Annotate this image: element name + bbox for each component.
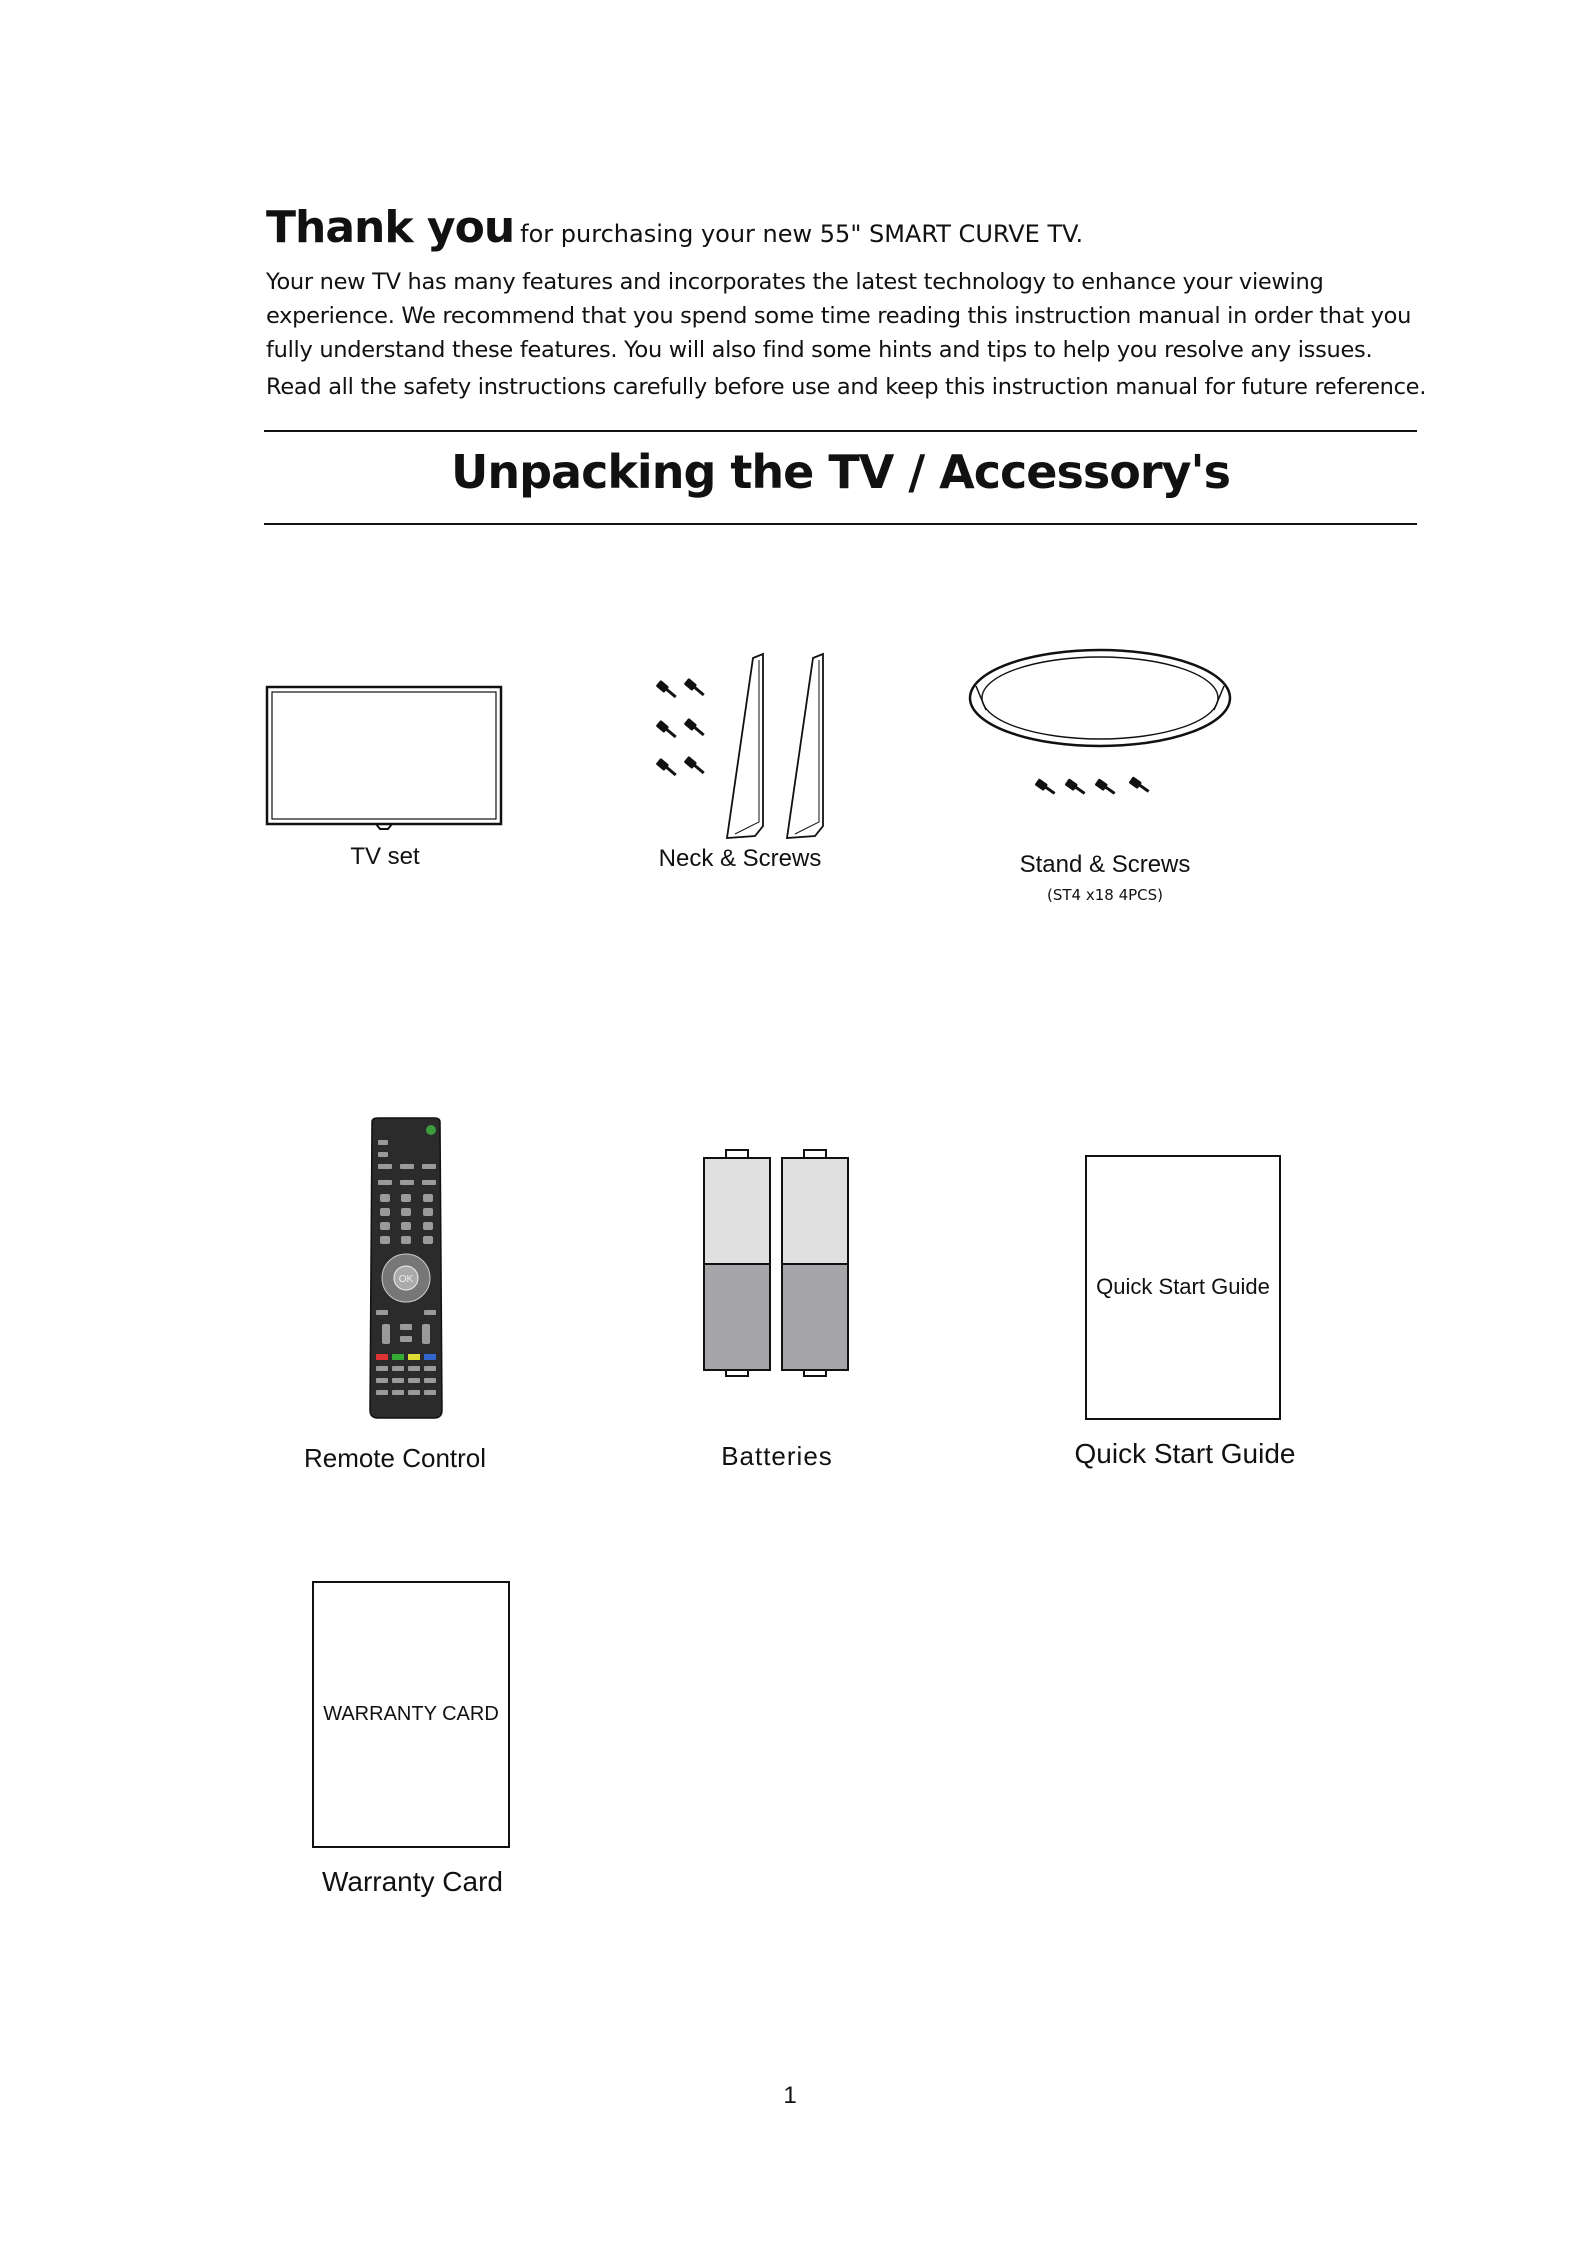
remote-control-icon <box>368 1118 444 1420</box>
page-number: 1 <box>783 2082 797 2109</box>
thank-you-title: Thank you <box>266 202 515 253</box>
section-heading: Unpacking the TV / Accessory's <box>451 445 1230 499</box>
intro-line-1: Your new TV has many features and incorporates the latest technology to enhance your viewing <box>266 269 1324 295</box>
intro-section <box>266 200 1427 404</box>
intro-line-4: Read all the safety instructions carefully before use and keep this instruction manual for future reference. <box>266 374 1427 400</box>
tv-set-label: TV set <box>350 843 420 870</box>
stand-screws-label: Stand & Screws <box>1019 851 1191 878</box>
intro-line-2: experience. We recommend that you spend some time reading this instruction manual in order that you <box>266 303 1412 329</box>
remote-control-label: Remote Control <box>303 1443 487 1473</box>
intro-line-3: fully understand these features. You will also find some hints and tips to help you resolve any issues. <box>266 337 1373 363</box>
heading-rule-top <box>264 430 1417 432</box>
remote-ok-text: OK <box>398 1274 414 1285</box>
neck-screws-label: Neck & Screws <box>658 845 822 872</box>
quick-start-guide-card <box>1085 1155 1281 1420</box>
tv-set-icon <box>266 686 502 828</box>
batteries-label: Batteries <box>721 1441 833 1471</box>
quick-start-guide-card-text: Quick Start Guide <box>1096 1274 1270 1299</box>
intro-title-line <box>266 200 1416 265</box>
neck-screws-icon <box>655 650 845 850</box>
batteries-icon <box>700 1148 852 1380</box>
quick-start-guide-label: Quick Start Guide <box>1074 1438 1296 1469</box>
warranty-card <box>312 1581 510 1848</box>
stand-screws-sublabel: (ST4 x18 4PCS) <box>1046 886 1163 904</box>
heading-rule-bottom <box>264 523 1417 525</box>
warranty-card-label: Warranty Card <box>321 1866 503 1897</box>
warranty-card-text: WARRANTY CARD <box>323 1703 499 1725</box>
stand-screws-icon <box>968 648 1238 808</box>
thank-you-subtitle: for purchasing your new 55" SMART CURVE TV. <box>520 220 1084 248</box>
